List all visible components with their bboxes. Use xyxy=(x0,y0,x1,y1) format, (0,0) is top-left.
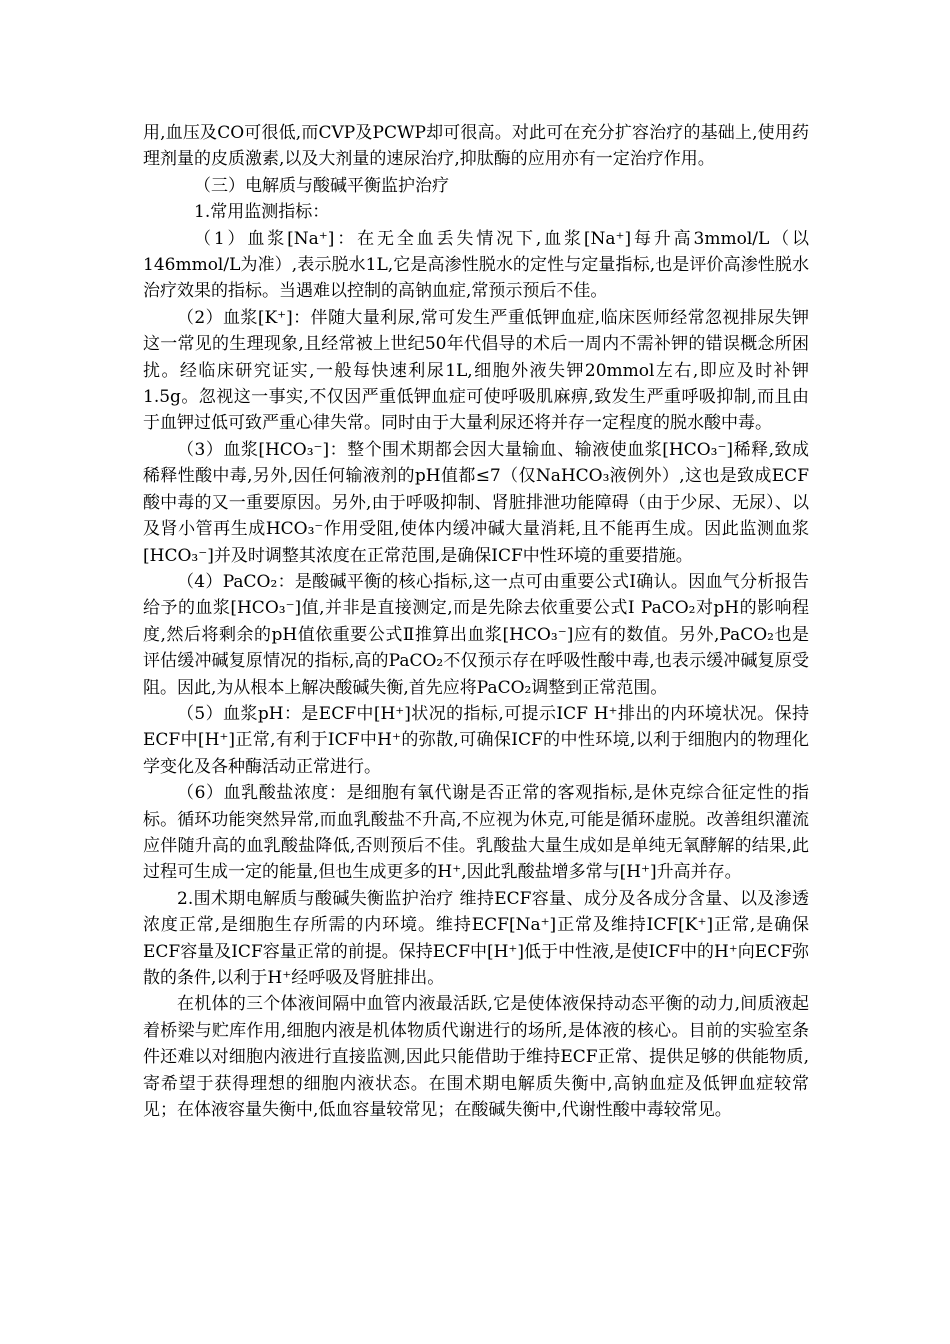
paragraph-sodium: （1）血浆[Na⁺]：在无全血丢失情况下,血浆[Na⁺]每升高3mmol/L（以146mmol/L为准）,表示脱水1L,它是高渗性脱水的定性与定量指标,也是评价高渗性脱水治疗效果的指标。当遇难以控制的高钠血症,常预示预后不佳。 xyxy=(143,228,809,302)
section-heading: （三）电解质与酸碱平衡监护治疗 xyxy=(194,175,449,196)
paragraph-treatment: 2.围术期电解质与酸碱失衡监护治疗 维持ECF容量、成分及各成分含量、以及渗透浓度正常,是细胞生存所需的内环境。维持ECF[Na⁺]正常及维持ICF[K⁺]正常,是确保ECF容量及ICF容量正常的前提。保持ECF中[H⁺]低于中性液,是使ICF中的H⁺向ECF弥散的条件,以利于H⁺经呼吸及肾脏排出。 xyxy=(143,888,809,988)
paragraph-body-fluids: 在机体的三个体液间隔中血管内液最活跃,它是使体液保持动态平衡的动力,间质液起着桥梁与贮库作用,细胞内液是机体物质代谢进行的场所,是体液的核心。目前的实验室条件还难以对细胞内液进行直接监测,因此只能借助于维持ECF正常、提供足够的供能物质,寄希望于获得理想的细胞内液状态。在围术期电解质失衡中,高钠血症及低钾血症较常见；在体液容量失衡中,低血容量较常见；在酸碱失衡中,代谢性酸中毒较常见。 xyxy=(143,994,809,1121)
paragraph-paco2: （4）PaCO₂：是酸碱平衡的核心指标,这一点可由重要公式Ⅰ确认。因血气分析报告给予的血浆[HCO₃⁻]值,并非是直接测定,而是先除去依重要公式Ⅰ PaCO₂对pH的影响程度,然后将剩余的pH值依重要公式Ⅱ推算出血浆[HCO₃⁻]应有的数值。另外,PaCO₂也是评估缓冲碱复原情况的指标,高的PaCO₂不仅预示存在呼吸性酸中毒,也表示缓冲碱复原受阻。因此,为从根本上解决酸碱失衡,首先应将PaCO₂调整到正常范围。 xyxy=(143,571,809,698)
paragraph-lactate: （6）血乳酸盐浓度：是细胞有氧代谢是否正常的客观指标,是休克综合征定性的指标。循环功能突然异常,而血乳酸盐不升高,不应视为休克,可能是循环虚脱。改善组织灌流应伴随升高的血乳酸盐降低,否则预后不佳。乳酸盐大量生成如是单纯无氧酵解的结果,此过程可生成一定的能量,但也生成更多的H⁺,因此乳酸盐增多常与[H⁺]升高并存。 xyxy=(143,783,809,883)
document-body xyxy=(143,120,809,1123)
subsection-heading: 1.常用监测指标： xyxy=(194,202,330,223)
paragraph-continuation: 用,血压及CO可很低,而CVP及PCWP却可很高。对此可在充分扩容治疗的基础上,使用药理剂量的皮质激素,以及大剂量的速尿治疗,抑肽酶的应用亦有一定治疗作用。 xyxy=(143,123,809,170)
paragraph-potassium: （2）血浆[K⁺]：伴随大量利尿,常可发生严重低钾血症,临床医师经常忽视排尿失钾这一常见的生理现象,且经常被上世纪50年代倡导的术后一周内不需补钾的错误概念所困扰。经临床研究证实,一般每快速利尿1L,细胞外液失钾20mmol左右,即应及时补钾1.5g。忽视这一事实,不仅因严重低钾血症可使呼吸肌麻痹,致发生严重呼吸抑制,而且由于血钾过低可致严重心律失常。同时由于大量利尿还将并存一定程度的脱水酸中毒。 xyxy=(143,307,809,434)
paragraph-ph: （5）血浆pH：是ECF中[H⁺]状况的指标,可提示ICF H⁺排出的内环境状况。保持ECF中[H⁺]正常,有利于ICF中H⁺的弥散,可确保ICF的中性环境,以利于细胞内的物理化学变化及各种酶活动正常进行。 xyxy=(143,703,809,777)
paragraph-bicarbonate: （3）血浆[HCO₃⁻]：整个围术期都会因大量输血、输液使血浆[HCO₃⁻]稀释,致成稀释性酸中毒,另外,因任何输液剂的pH值都≤7（仅NaHCO₃液例外）,这也是致成ECF酸中毒的又一重要原因。另外,由于呼吸抑制、肾脏排泄功能障碍（由于少尿、无尿）、以及肾小管再生成HCO₃⁻作用受阻,使体内缓冲碱大量消耗,且不能再生成。因此监测血浆[HCO₃⁻]并及时调整其浓度在正常范围,是确保ICF中性环境的重要措施。 xyxy=(143,439,809,566)
